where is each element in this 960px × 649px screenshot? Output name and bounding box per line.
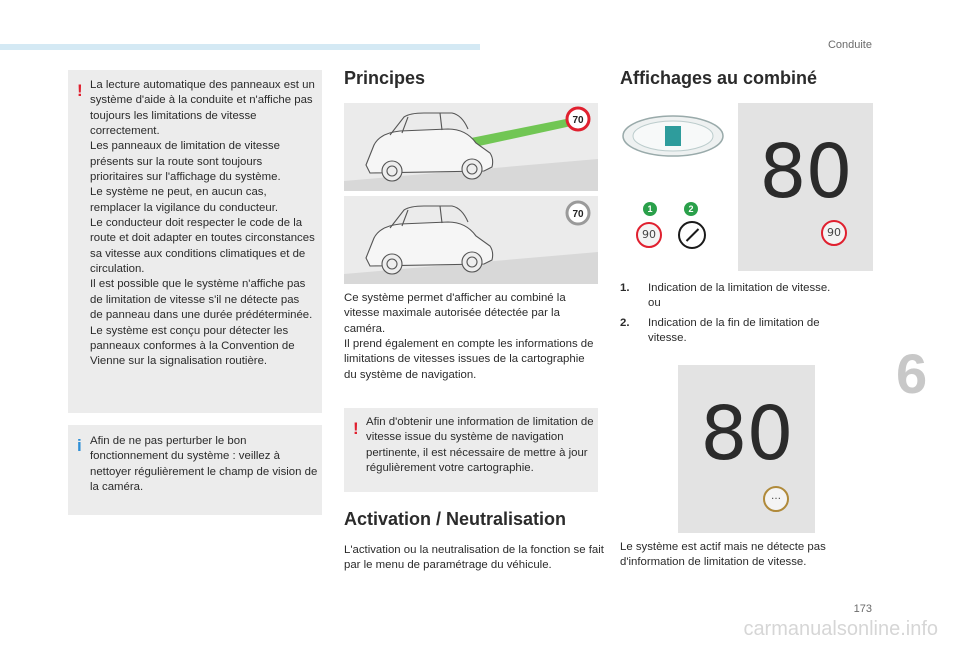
- cluster-display-80-no-info: [678, 365, 815, 533]
- car-camera-illustration-1: [344, 103, 598, 191]
- current-speed-limit: 80: [759, 129, 852, 215]
- chapter-number: 6: [896, 342, 928, 405]
- page-number: 173: [853, 603, 872, 615]
- warning-note-reading: [68, 70, 322, 413]
- list-item: 2. Indication de la fin de limitation de vitesse.: [620, 316, 820, 345]
- current-speed-limit-2: 80: [700, 391, 793, 477]
- activation-description: L'activation ou la neutralisation de la fonction se fait par le menu de paramétrage du véhicule.: [344, 544, 604, 572]
- car-illustration-sign-detected: [344, 103, 598, 191]
- principes-description: Ce système permet d'afficher au combiné la vitesse maximale autorisée détectée par la caméra. Il prend également en compte les informations de limitations de vitesses issues de la cartographie du système de navigation.: [344, 292, 594, 381]
- watermark: carmanualsonline.info: [743, 618, 938, 640]
- car-camera-illustration-2: [344, 196, 598, 284]
- warning-note-cartography-text: Afin d'obtenir une information de limitation de vitesse issue du système de navigation pertinente, il est nécessaire de mettre à jour régulièrement votre cartographie.: [366, 416, 594, 475]
- speed-sign-70-bottom: 70: [572, 209, 584, 220]
- callout-2: 2: [684, 202, 698, 216]
- info-icon: i: [77, 436, 82, 455]
- list-item: 1. Indication de la limitation de vitesse.: [620, 282, 831, 294]
- header-bar: [0, 44, 480, 50]
- end-of-limit-sign: [678, 221, 706, 249]
- heading-principes: Principes: [344, 68, 426, 88]
- info-note-camera: [68, 425, 322, 515]
- warning-note-text: La lecture automatique des panneaux est un système d'aide à la conduite et n'affiche pas toujours les limitations de vitesse correctement. Les panneaux de limitation de vitesse présents sur la route sont toujours prioritaires sur l'affichage du système. Le système ne peut, en aucun cas, remplacer la vigilance du conducteur. Le conducteur doit respecter le code de la route et doit adapter en toutes circonstances sa vitesse aux conditions climatiques et de circulation. Il est possible que le système n'affiche pas de limitation de vitesse s'il ne détecte pas de panneau dans une durée prédéterminée. Le système est conçu pour détecter les panneaux conformes à la Convention de Vienne sur la signalisation routière.: [90, 79, 315, 368]
- display-legend-list: [620, 281, 860, 346]
- callout-1: 1: [643, 202, 657, 216]
- heading-activation: Activation / Neutralisation: [344, 509, 567, 529]
- no-info-sign: …: [763, 486, 789, 512]
- warning-icon: !: [77, 81, 83, 100]
- car-illustration-navigation: [344, 196, 598, 284]
- speed-limit-90-sign-small: 90: [821, 220, 847, 246]
- section-label: Conduite: [827, 39, 872, 51]
- list-item-or: ou: [648, 297, 661, 310]
- instrument-cluster-icon: [621, 114, 725, 158]
- heading-affichages: Affichages au combiné: [620, 68, 818, 88]
- speed-sign-70-top: 70: [572, 115, 584, 126]
- cluster-display-80: [738, 103, 873, 271]
- system-no-detection-text: Le système est actif mais ne détecte pas d'information de limitation de vitesse.: [620, 541, 826, 569]
- info-note-text: Afin de ne pas perturber le bon fonctionnement du système : veillez à nettoyer régulièrement le champ de vision de la caméra.: [90, 435, 318, 494]
- speed-limit-90-sign: 90: [636, 222, 662, 248]
- warning-icon: !: [353, 419, 359, 438]
- warning-note-cartography: [344, 408, 598, 492]
